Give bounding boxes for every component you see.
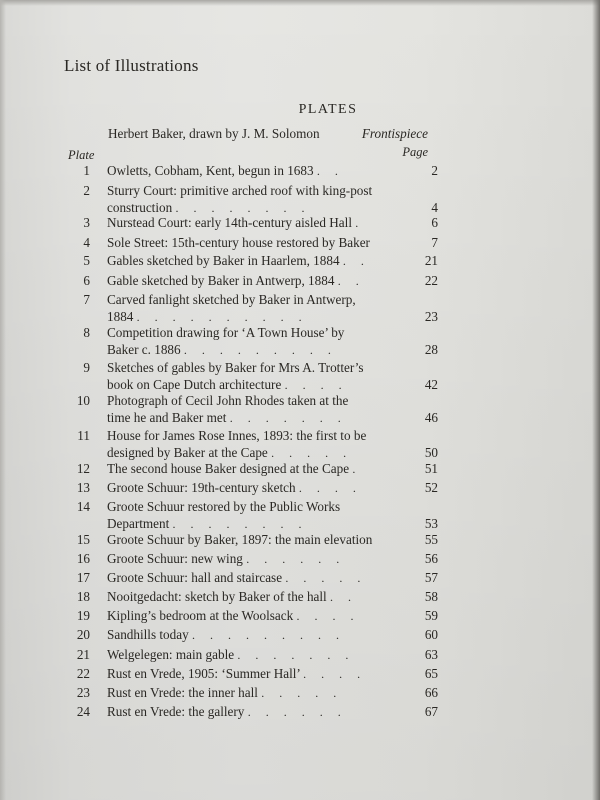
plate-page-number: 4	[431, 200, 438, 215]
plate-entry	[0, 646, 600, 663]
plate-title	[107, 214, 392, 232]
plate-entry	[0, 392, 600, 426]
plate-number: 8	[83, 325, 90, 340]
plate-title-line: Owletts, Cobham, Kent, begun in 1683	[107, 163, 314, 178]
leader-dots: . . . .	[284, 378, 348, 392]
plate-title	[107, 626, 392, 644]
plate-page-number: 67	[424, 704, 438, 719]
plate-page-number: 21	[424, 253, 438, 268]
plate-entry	[0, 626, 600, 643]
plate-entry	[0, 234, 600, 251]
plate-number: 15	[76, 532, 90, 547]
frontispiece-title: Herbert Baker, drawn by J. M. Solomon	[108, 126, 320, 141]
leader-dots: . . . . . . . . .	[192, 628, 345, 642]
plate-title-line: Sturry Court: primitive arched roof with king-post	[107, 183, 373, 198]
plate-number: 1	[83, 163, 90, 178]
leader-dots: . . . .	[296, 609, 360, 623]
leader-dots: . . . . . .	[247, 705, 347, 719]
plate-page-number: 57	[424, 570, 438, 585]
plate-page-number: 6	[431, 215, 438, 230]
leader-dots: . .	[342, 254, 370, 268]
plate-number: 10	[76, 393, 90, 408]
plate-number: 6	[83, 273, 90, 288]
plate-entry	[0, 182, 600, 216]
plate-title	[107, 234, 392, 251]
plate-title	[107, 252, 392, 270]
leader-dots: .	[355, 216, 365, 230]
plate-title-line: Sandhills today	[107, 627, 189, 642]
plate-title	[107, 607, 392, 625]
plate-page-number: 53	[424, 516, 438, 531]
plate-page-number: 60	[424, 627, 438, 642]
plate-title	[107, 427, 392, 462]
plate-title	[107, 291, 392, 326]
plate-title	[107, 182, 392, 217]
leader-dots: . . . .	[303, 667, 367, 681]
plate-number: 3	[83, 215, 90, 230]
plate-title-line: Photograph of Cecil John Rhodes taken at the	[107, 393, 349, 408]
plate-title-line: Rust en Vrede: the gallery	[107, 704, 245, 719]
leader-dots: . . . . . . . .	[175, 201, 311, 215]
plate-title-line: Groote Schuur restored by the Public Works	[107, 499, 341, 514]
plate-page-number: 63	[424, 647, 438, 662]
plate-title	[107, 392, 392, 427]
plate-number: 9	[83, 360, 90, 375]
plate-title-line: Carved fanlight sketched by Baker in Antwerp,	[107, 292, 356, 307]
frontispiece-page: Frontispiece	[361, 126, 428, 141]
plate-title-line: Sketches of gables by Baker for Mrs A. Trotter’s	[107, 360, 364, 375]
plate-title-line: construction	[107, 200, 173, 215]
page-column-header: Page	[402, 145, 428, 159]
plate-number: 7	[83, 292, 90, 307]
plate-title-line: The second house Baker designed at the Cape	[107, 461, 350, 476]
plate-entry	[0, 703, 600, 720]
plate-number: 22	[76, 666, 90, 681]
plate-entry	[0, 162, 600, 179]
plate-number: 20	[76, 627, 90, 642]
plate-title-line: Nurstead Court: early 14th-century aisled Hall	[107, 215, 352, 230]
leader-dots: . . . . . .	[246, 552, 346, 566]
plate-number: 19	[76, 608, 90, 623]
plate-page-number: 7	[431, 235, 438, 250]
leader-dots: . . . . .	[285, 571, 367, 585]
plate-number: 14	[76, 499, 90, 514]
plate-entry	[0, 479, 600, 496]
plate-title-line: Gables sketched by Baker in Haarlem, 1884	[107, 253, 340, 268]
plate-number: 21	[76, 647, 90, 662]
plate-title-line: Gable sketched by Baker in Antwerp, 1884	[107, 273, 335, 288]
plate-column-header: Plate	[68, 148, 95, 162]
plate-number: 2	[83, 183, 90, 198]
plate-entry	[0, 460, 600, 477]
plate-title	[107, 460, 392, 478]
plate-entry	[0, 684, 600, 701]
plate-page-number: 59	[424, 608, 438, 623]
plate-page-number: 22	[424, 273, 438, 288]
plate-entry	[0, 607, 600, 624]
plate-title-line: Groote Schuur: new wing	[107, 551, 243, 566]
plate-title	[107, 324, 392, 359]
plate-entry	[0, 252, 600, 269]
plate-number: 16	[76, 551, 90, 566]
leader-dots: .	[352, 462, 362, 476]
page-heading: List of Illustrations	[64, 56, 199, 75]
plate-number: 11	[77, 428, 90, 443]
plate-title	[107, 569, 392, 587]
plate-page-number: 28	[424, 342, 438, 357]
plate-page-number: 23	[424, 309, 438, 324]
plate-title-line: Groote Schuur: 19th-century sketch	[107, 480, 296, 495]
plate-title-line: Rust en Vrede, 1905: ‘Summer Hall’	[107, 666, 300, 681]
plate-title-line: time he and Baker met	[107, 410, 227, 425]
plate-entry	[0, 427, 600, 461]
plate-title-line: Nooitgedacht: sketch by Baker of the hall	[107, 589, 327, 604]
leader-dots: . .	[330, 590, 358, 604]
plate-entry	[0, 550, 600, 567]
leader-dots: . .	[337, 274, 365, 288]
plate-page-number: 55	[424, 532, 438, 547]
plate-entry	[0, 291, 600, 325]
plate-number: 13	[76, 480, 90, 495]
plate-entry	[0, 214, 600, 231]
plate-entry	[0, 498, 600, 532]
plate-title-line: Competition drawing for ‘A Town House’ by	[107, 325, 345, 340]
plate-title-line: Rust en Vrede: the inner hall	[107, 685, 258, 700]
leader-dots: . . . . . . . .	[172, 517, 308, 531]
plate-title	[107, 498, 392, 533]
leader-dots: . . . . . . .	[229, 411, 347, 425]
plate-title	[107, 665, 392, 683]
plate-title	[107, 272, 392, 290]
plate-page-number: 46	[424, 410, 438, 425]
plate-entry	[0, 665, 600, 682]
plate-title	[107, 703, 392, 721]
plate-page-number: 65	[424, 666, 438, 681]
plate-title-line: Department	[107, 516, 170, 531]
plate-title-line: 1884	[107, 309, 134, 324]
plate-number: 23	[76, 685, 90, 700]
plate-number: 5	[83, 253, 90, 268]
plate-number: 24	[76, 704, 90, 719]
plate-number: 17	[76, 570, 90, 585]
plate-title	[107, 531, 392, 548]
plate-title	[107, 684, 392, 702]
plate-title-line: Baker c. 1886	[107, 342, 181, 357]
plate-title-line: designed by Baker at the Cape	[107, 445, 268, 460]
plate-page-number: 2	[431, 163, 438, 178]
plate-title	[107, 479, 392, 497]
plate-title-line: book on Cape Dutch architecture	[107, 377, 282, 392]
section-title: PLATES	[298, 102, 358, 117]
plate-title	[107, 588, 392, 606]
leader-dots: . . . .	[298, 481, 362, 495]
plate-number: 18	[76, 589, 90, 604]
plate-title-line: Sole Street: 15th-century house restored by Baker	[107, 235, 370, 250]
plate-page-number: 66	[424, 685, 438, 700]
plate-entry	[0, 359, 600, 393]
plate-page-number: 52	[424, 480, 438, 495]
plate-title-line: Groote Schuur by Baker, 1897: the main elevation	[107, 532, 373, 547]
page-shadow-top	[0, 0, 600, 6]
plate-entry	[0, 272, 600, 289]
plate-title	[107, 646, 392, 664]
leader-dots: . . . . . . .	[237, 648, 355, 662]
leader-dots: . . . . . . . . . .	[136, 310, 308, 324]
leader-dots: . . . . . . . . .	[183, 343, 337, 357]
leader-dots: . . . . .	[271, 446, 353, 460]
plate-page-number: 58	[424, 589, 438, 604]
leader-dots: . . . . .	[261, 686, 343, 700]
plate-entry	[0, 531, 600, 548]
plate-page-number: 56	[424, 551, 438, 566]
plate-title	[107, 162, 392, 180]
plate-page-number: 50	[424, 445, 438, 460]
plate-entry	[0, 569, 600, 586]
plate-number: 12	[76, 461, 90, 476]
plate-title-line: Welgelegen: main gable	[107, 647, 235, 662]
plate-title-line: House for James Rose Innes, 1893: the first to be	[107, 428, 367, 443]
plate-page-number: 42	[424, 377, 438, 392]
plate-page-number: 51	[424, 461, 438, 476]
plate-entry	[0, 324, 600, 358]
leader-dots: . .	[316, 164, 344, 178]
plate-title-line: Kipling’s bedroom at the Woolsack	[107, 608, 294, 623]
plate-entry	[0, 588, 600, 605]
plate-title-line: Groote Schuur: hall and staircase	[107, 570, 283, 585]
plate-number: 4	[83, 235, 90, 250]
plate-title	[107, 359, 392, 394]
plate-title	[107, 550, 392, 568]
